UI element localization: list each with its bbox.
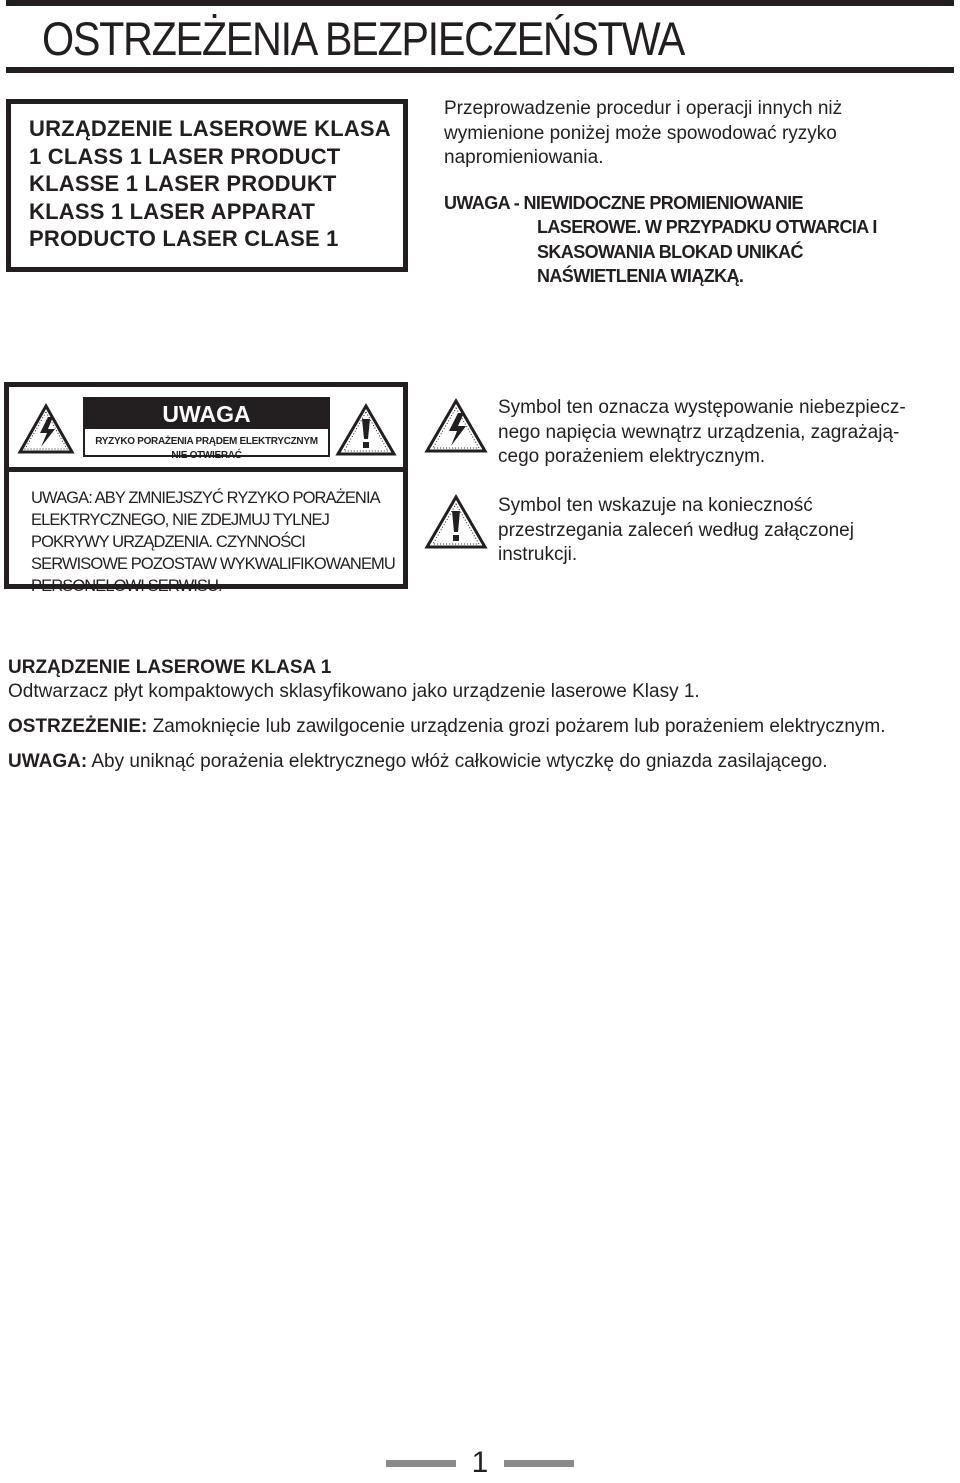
section-heading: URZĄDZENIE LASEROWE KLASA 1	[8, 657, 332, 678]
page-number-footer	[0, 1443, 960, 1483]
caution-divider	[9, 467, 403, 472]
laser-class-label	[6, 99, 408, 272]
warning-text: Zamoknięcie lub zawilgocenie urządzenia grozi pożarem lub porażeniem elektrycznym.	[147, 716, 886, 737]
uwaga-subtext-line: RYZYKO PORAŻENIA PRĄDEM ELEKTRYCZNYM	[95, 436, 318, 447]
laser-intro-text: Przeprowadzenie procedur i operacji innych niż wymienione poniżej może spowodować ryzyko napromieniowania.	[444, 98, 843, 168]
lightning-warning-icon	[17, 403, 75, 455]
warning-paragraph	[8, 715, 948, 739]
page-number: 1	[471, 1446, 489, 1479]
page-number-bar-right	[504, 1460, 574, 1467]
laser-label-line: 1 CLASS 1 LASER PRODUCT	[29, 144, 341, 169]
laser-warning	[444, 191, 924, 289]
uwaga-subtext-line: NIE OTWIERAĆ	[171, 450, 242, 461]
page-title: OSTRZEŻENIA BEZPIECZEŃSTWA	[42, 12, 685, 65]
laser-info	[444, 97, 924, 289]
uwaga-label	[83, 397, 330, 461]
caution-text: UWAGA: ABY ZMNIEJSZYĆ RYZYKO PORAŻENIA ELEKTRYCZNEGO, NIE ZDEJMUJ TYLNEJ POKRYWY URZĄDZENIA. CZYNNOŚCI SERWISOWE POZOSTAW WYKWALIFIKOWANEMU PERSONELOWI SERWISU.	[31, 489, 395, 595]
exclamation-symbol-description: Symbol ten wskazuje na konieczność przestrzegania zaleceń według załączonej instrukcji.	[498, 495, 854, 565]
caution-label	[4, 382, 408, 595]
caution-paragraph	[8, 750, 948, 774]
title-rule	[6, 67, 954, 73]
lightning-symbol-description: Symbol ten oznacza występowanie niebezpiecz-nego napięcia wewnątrz urządzenia, zagrażają-cego porażeniem elektrycznym.	[498, 397, 906, 467]
caution-paragraph-text: Aby uniknąć porażenia elektrycznego włóż całkowicie wtyczkę do gniazda zasilającego.	[87, 751, 828, 772]
uwaga-heading: UWAGA	[85, 399, 328, 429]
laser-warning-line: SKASOWANIA BLOKAD UNIKAĆ	[537, 241, 803, 262]
page-number-bar-left	[386, 1460, 456, 1467]
laser-class-section	[8, 656, 948, 774]
laser-warning-line: NAŚWIETLENIA WIĄZKĄ.	[537, 266, 744, 286]
laser-label-line: KLASS 1 LASER APPARAT	[29, 199, 316, 224]
laser-label-line: URZĄDZENIE LASEROWE KLASA	[29, 116, 391, 141]
exclamation-warning-icon	[424, 494, 488, 550]
lightning-warning-icon	[424, 398, 488, 454]
laser-label-line: PRODUCTO LASER CLASE 1	[29, 226, 339, 251]
laser-warning-line: LASEROWE. W PRZYPADKU OTWARCIA I	[537, 217, 877, 237]
warning-label: OSTRZEŻENIE:	[8, 716, 148, 737]
uwaga-subtext	[85, 435, 328, 463]
laser-label-line: KLASSE 1 LASER PRODUKT	[29, 171, 337, 196]
top-rule	[6, 0, 954, 6]
classification-text: Odtwarzacz płyt kompaktowych sklasyfikowano jako urządzenie laserowe Klasy 1.	[8, 681, 700, 702]
exclamation-warning-icon	[335, 403, 397, 457]
caution-label-text: UWAGA:	[8, 751, 88, 772]
laser-warning-line: UWAGA - NIEWIDOCZNE PROMIENIOWANIE	[444, 192, 803, 213]
